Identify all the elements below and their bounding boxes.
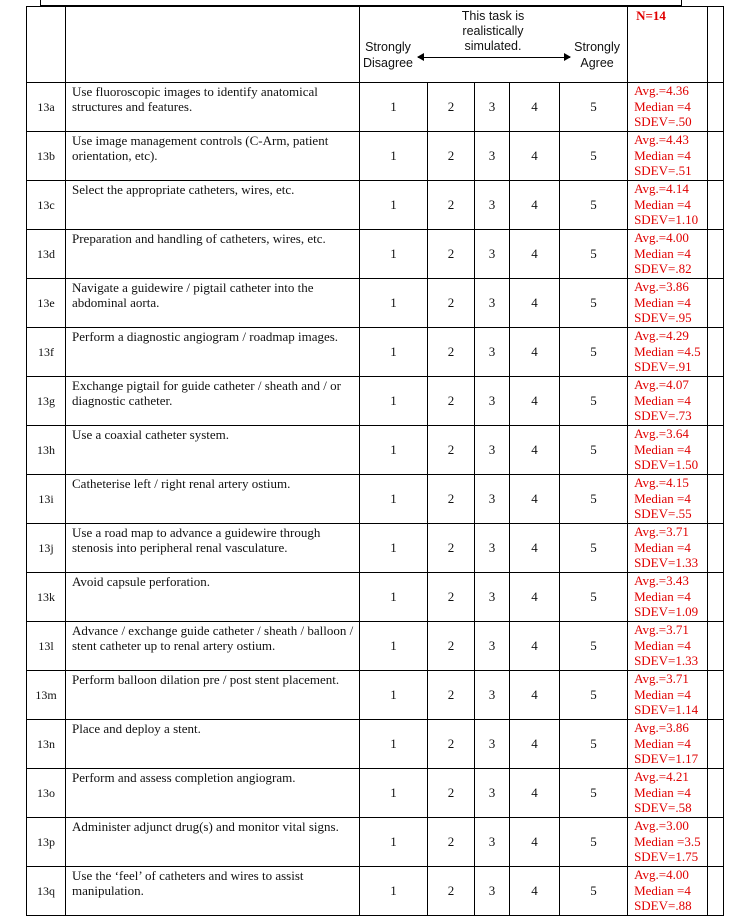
task-description: Avoid capsule perforation. (72, 574, 211, 589)
stat-median: Median =4 (634, 294, 691, 310)
stat-median: Median =4 (634, 441, 691, 457)
scale-option: 3 (475, 818, 510, 867)
scale-option: 3 (475, 622, 510, 671)
scale-option: 1 (360, 818, 428, 867)
scale-option: 3 (475, 769, 510, 818)
task-description: Place and deploy a stent. (72, 721, 201, 736)
scale-option: 5 (560, 524, 628, 573)
task-description: Perform and assess completion angiogram. (72, 770, 296, 785)
scale-option: 1 (360, 328, 428, 377)
scale-option: 4 (510, 328, 560, 377)
stat-sdev: SDEV=1.09 (634, 604, 699, 619)
scale-option: 5 (560, 867, 628, 916)
scale-option: 1 (360, 377, 428, 426)
item-id: 13d (27, 230, 66, 279)
scale-option: 5 (560, 377, 628, 426)
scale-option: 5 (560, 671, 628, 720)
stat-sdev: SDEV=1.17 (634, 751, 699, 766)
stat-sdev: SDEV=.51 (634, 163, 692, 178)
stat-median: Median =4 (634, 490, 691, 506)
scale-option: 5 (560, 230, 628, 279)
scale-option: 5 (560, 328, 628, 377)
scale-option: 2 (428, 279, 475, 328)
scale-option: 2 (428, 377, 475, 426)
scale-option: 2 (428, 671, 475, 720)
scale-description: This task is realistically simulated. (461, 9, 525, 53)
task-cell (66, 720, 360, 769)
double-arrow-icon (418, 57, 570, 58)
scale-option: 4 (510, 279, 560, 328)
stats-cell (628, 230, 708, 279)
stat-sdev: SDEV=.50 (634, 114, 692, 129)
stat-median: Median =4 (634, 539, 691, 555)
scale-option: 2 (428, 818, 475, 867)
table-row (27, 524, 724, 573)
scale-option: 4 (510, 867, 560, 916)
scale-option: 1 (360, 475, 428, 524)
task-description: Catheterise left / right renal artery ostium. (72, 476, 291, 491)
scale-option: 2 (428, 622, 475, 671)
stat-avg: Avg.=4.29 (634, 328, 689, 343)
task-cell (66, 622, 360, 671)
item-id: 13m (27, 671, 66, 720)
table-row (27, 230, 724, 279)
scale-option: 3 (475, 720, 510, 769)
scale-option: 3 (475, 230, 510, 279)
item-id: 13c (27, 181, 66, 230)
stat-sdev: SDEV=1.10 (634, 212, 699, 227)
task-cell (66, 328, 360, 377)
task-cell (66, 426, 360, 475)
scale-option: 3 (475, 867, 510, 916)
header-blank-cell (708, 7, 724, 83)
scale-option: 5 (560, 426, 628, 475)
scale-option: 5 (560, 818, 628, 867)
scale-option: 1 (360, 181, 428, 230)
task-cell (66, 671, 360, 720)
blank-cell (708, 524, 724, 573)
stat-median: Median =4 (634, 196, 691, 212)
scale-option: 1 (360, 230, 428, 279)
scale-option: 2 (428, 475, 475, 524)
scale-option: 5 (560, 83, 628, 132)
stat-avg: Avg.=4.43 (634, 132, 689, 147)
scale-option: 4 (510, 671, 560, 720)
item-id: 13i (27, 475, 66, 524)
stats-cell (628, 769, 708, 818)
scale-option: 4 (510, 230, 560, 279)
scale-option: 3 (475, 279, 510, 328)
table-row (27, 132, 724, 181)
task-description: Use the ‘feel’ of catheters and wires to assist manipulation. (72, 868, 304, 898)
stat-avg: Avg.=4.36 (634, 83, 689, 98)
stat-median: Median =4.5 (634, 343, 701, 359)
stat-median: Median =4 (634, 637, 691, 653)
table-row (27, 426, 724, 475)
stat-sdev: SDEV=.73 (634, 408, 692, 423)
scale-option: 2 (428, 132, 475, 181)
table-row (27, 867, 724, 916)
scale-option: 4 (510, 622, 560, 671)
scale-option: 2 (428, 328, 475, 377)
item-id: 13e (27, 279, 66, 328)
scale-option: 2 (428, 720, 475, 769)
scale-option: 2 (428, 426, 475, 475)
task-description: Use a coaxial catheter system. (72, 427, 230, 442)
stats-cell (628, 818, 708, 867)
scale-option: 3 (475, 426, 510, 475)
blank-cell (708, 671, 724, 720)
blank-cell (708, 573, 724, 622)
stats-cell (628, 671, 708, 720)
table-row (27, 818, 724, 867)
scale-option: 5 (560, 279, 628, 328)
blank-cell (708, 181, 724, 230)
stat-sdev: SDEV=.82 (634, 261, 692, 276)
scale-option: 3 (475, 83, 510, 132)
stat-avg: Avg.=4.14 (634, 181, 689, 196)
scale-option: 5 (560, 132, 628, 181)
sample-size-label: N=14 (628, 7, 708, 83)
stat-avg: Avg.=3.86 (634, 720, 689, 735)
stats-cell (628, 573, 708, 622)
blank-cell (708, 622, 724, 671)
stat-sdev: SDEV=1.14 (634, 702, 699, 717)
task-description: Navigate a guidewire / pigtail catheter into the abdominal aorta. (72, 280, 314, 310)
stat-median: Median =4 (634, 98, 691, 114)
task-cell (66, 573, 360, 622)
stat-sdev: SDEV=.58 (634, 800, 692, 815)
scale-option: 4 (510, 426, 560, 475)
scale-option: 4 (510, 818, 560, 867)
scale-option: 3 (475, 181, 510, 230)
stat-sdev: SDEV=.55 (634, 506, 692, 521)
stat-avg: Avg.=3.71 (634, 524, 689, 539)
item-id: 13n (27, 720, 66, 769)
task-description: Select the appropriate catheters, wires, etc. (72, 182, 295, 197)
stat-avg: Avg.=3.71 (634, 671, 689, 686)
scale-option: 1 (360, 867, 428, 916)
scale-option: 3 (475, 475, 510, 524)
stats-cell (628, 426, 708, 475)
scale-option: 4 (510, 769, 560, 818)
blank-cell (708, 377, 724, 426)
survey-table (26, 6, 724, 916)
blank-cell (708, 279, 724, 328)
scale-option: 2 (428, 867, 475, 916)
task-cell (66, 279, 360, 328)
scale-header (360, 7, 628, 83)
task-cell (66, 132, 360, 181)
stat-median: Median =4 (634, 882, 691, 898)
scale-option: 2 (428, 83, 475, 132)
strongly-disagree-label: Strongly Disagree (362, 40, 414, 70)
table-row (27, 769, 724, 818)
task-cell (66, 181, 360, 230)
stat-avg: Avg.=4.00 (634, 867, 689, 882)
table-row (27, 83, 724, 132)
scale-option: 4 (510, 573, 560, 622)
stat-avg: Avg.=3.64 (634, 426, 689, 441)
stats-cell (628, 867, 708, 916)
item-id: 13o (27, 769, 66, 818)
stat-median: Median =4 (634, 735, 691, 751)
scale-option: 4 (510, 132, 560, 181)
task-cell (66, 769, 360, 818)
stat-sdev: SDEV=.88 (634, 898, 692, 913)
stat-sdev: SDEV=.95 (634, 310, 692, 325)
item-id: 13f (27, 328, 66, 377)
stat-avg: Avg.=4.07 (634, 377, 689, 392)
item-id: 13q (27, 867, 66, 916)
table-row (27, 328, 724, 377)
scale-option: 3 (475, 132, 510, 181)
stat-avg: Avg.=3.43 (634, 573, 689, 588)
scale-option: 4 (510, 83, 560, 132)
stat-median: Median =4 (634, 686, 691, 702)
stats-cell (628, 622, 708, 671)
task-description: Use image management controls (C-Arm, patient orientation, etc). (72, 133, 329, 163)
scale-option: 1 (360, 279, 428, 328)
task-description: Perform a diagnostic angiogram / roadmap images. (72, 329, 339, 344)
stats-cell (628, 132, 708, 181)
stat-avg: Avg.=3.00 (634, 818, 689, 833)
item-id: 13p (27, 818, 66, 867)
scale-option: 4 (510, 181, 560, 230)
blank-cell (708, 475, 724, 524)
scale-option: 4 (510, 475, 560, 524)
scale-option: 2 (428, 181, 475, 230)
scale-option: 4 (510, 377, 560, 426)
table-row (27, 181, 724, 230)
stat-avg: Avg.=3.71 (634, 622, 689, 637)
task-cell (66, 230, 360, 279)
stat-median: Median =4 (634, 147, 691, 163)
scale-option: 3 (475, 573, 510, 622)
item-id: 13h (27, 426, 66, 475)
scale-option: 1 (360, 524, 428, 573)
task-cell (66, 475, 360, 524)
blank-cell (708, 769, 724, 818)
header-id-cell (27, 7, 66, 83)
stats-cell (628, 328, 708, 377)
scale-option: 1 (360, 622, 428, 671)
stats-cell (628, 181, 708, 230)
task-description: Perform balloon dilation pre / post stent placement. (72, 672, 340, 687)
task-cell (66, 377, 360, 426)
blank-cell (708, 328, 724, 377)
blank-cell (708, 132, 724, 181)
task-description: Preparation and handling of catheters, wires, etc. (72, 231, 326, 246)
task-description: Use fluoroscopic images to identify anatomical structures and features. (72, 84, 318, 114)
blank-cell (708, 818, 724, 867)
table-row (27, 573, 724, 622)
blank-cell (708, 426, 724, 475)
stats-cell (628, 377, 708, 426)
header-task-cell (66, 7, 360, 83)
scale-option: 1 (360, 769, 428, 818)
scale-option: 2 (428, 573, 475, 622)
stat-sdev: SDEV=1.75 (634, 849, 699, 864)
scale-option: 3 (475, 524, 510, 573)
scale-option: 2 (428, 230, 475, 279)
scale-option: 1 (360, 671, 428, 720)
stat-sdev: SDEV=1.33 (634, 555, 699, 570)
scale-option: 5 (560, 573, 628, 622)
scale-option: 2 (428, 524, 475, 573)
stat-sdev: SDEV=.91 (634, 359, 692, 374)
scale-option: 4 (510, 524, 560, 573)
item-id: 13g (27, 377, 66, 426)
scale-option: 1 (360, 132, 428, 181)
item-id: 13j (27, 524, 66, 573)
item-id: 13k (27, 573, 66, 622)
scale-option: 1 (360, 83, 428, 132)
stats-cell (628, 83, 708, 132)
stat-median: Median =4 (634, 392, 691, 408)
table-row (27, 377, 724, 426)
scale-option: 4 (510, 720, 560, 769)
task-description: Administer adjunct drug(s) and monitor vital signs. (72, 819, 339, 834)
task-description: Use a road map to advance a guidewire through stenosis into peripheral renal vasculature. (72, 525, 321, 555)
table-row (27, 279, 724, 328)
stat-median: Median =3.5 (634, 833, 701, 849)
stat-sdev: SDEV=1.50 (634, 457, 699, 472)
stat-median: Median =4 (634, 588, 691, 604)
scale-option: 3 (475, 377, 510, 426)
stat-avg: Avg.=4.15 (634, 475, 689, 490)
stats-cell (628, 279, 708, 328)
item-id: 13l (27, 622, 66, 671)
header-row (27, 7, 724, 83)
item-id: 13a (27, 83, 66, 132)
stats-cell (628, 475, 708, 524)
scale-option: 5 (560, 769, 628, 818)
scale-option: 5 (560, 475, 628, 524)
scale-option: 2 (428, 769, 475, 818)
stat-avg: Avg.=3.86 (634, 279, 689, 294)
scale-option: 1 (360, 720, 428, 769)
task-cell (66, 83, 360, 132)
stat-median: Median =4 (634, 784, 691, 800)
table-row (27, 671, 724, 720)
task-cell (66, 818, 360, 867)
blank-cell (708, 230, 724, 279)
scale-option: 1 (360, 573, 428, 622)
stat-sdev: SDEV=1.33 (634, 653, 699, 668)
scale-option: 5 (560, 622, 628, 671)
scale-option: 1 (360, 426, 428, 475)
table-row (27, 720, 724, 769)
stats-cell (628, 720, 708, 769)
blank-cell (708, 83, 724, 132)
scale-option: 3 (475, 328, 510, 377)
item-id: 13b (27, 132, 66, 181)
scale-option: 5 (560, 181, 628, 230)
stat-avg: Avg.=4.00 (634, 230, 689, 245)
task-cell (66, 867, 360, 916)
stats-cell (628, 524, 708, 573)
table-row (27, 475, 724, 524)
scale-option: 3 (475, 671, 510, 720)
stat-avg: Avg.=4.21 (634, 769, 689, 784)
task-description: Advance / exchange guide catheter / sheath / balloon / stent catheter up to renal artery ostium. (72, 623, 354, 653)
strongly-agree-label: Strongly Agree (574, 40, 620, 70)
stat-median: Median =4 (634, 245, 691, 261)
blank-cell (708, 867, 724, 916)
task-description: Exchange pigtail for guide catheter / sheath and / or diagnostic catheter. (72, 378, 341, 408)
task-cell (66, 524, 360, 573)
blank-cell (708, 720, 724, 769)
scale-option: 5 (560, 720, 628, 769)
table-row (27, 622, 724, 671)
